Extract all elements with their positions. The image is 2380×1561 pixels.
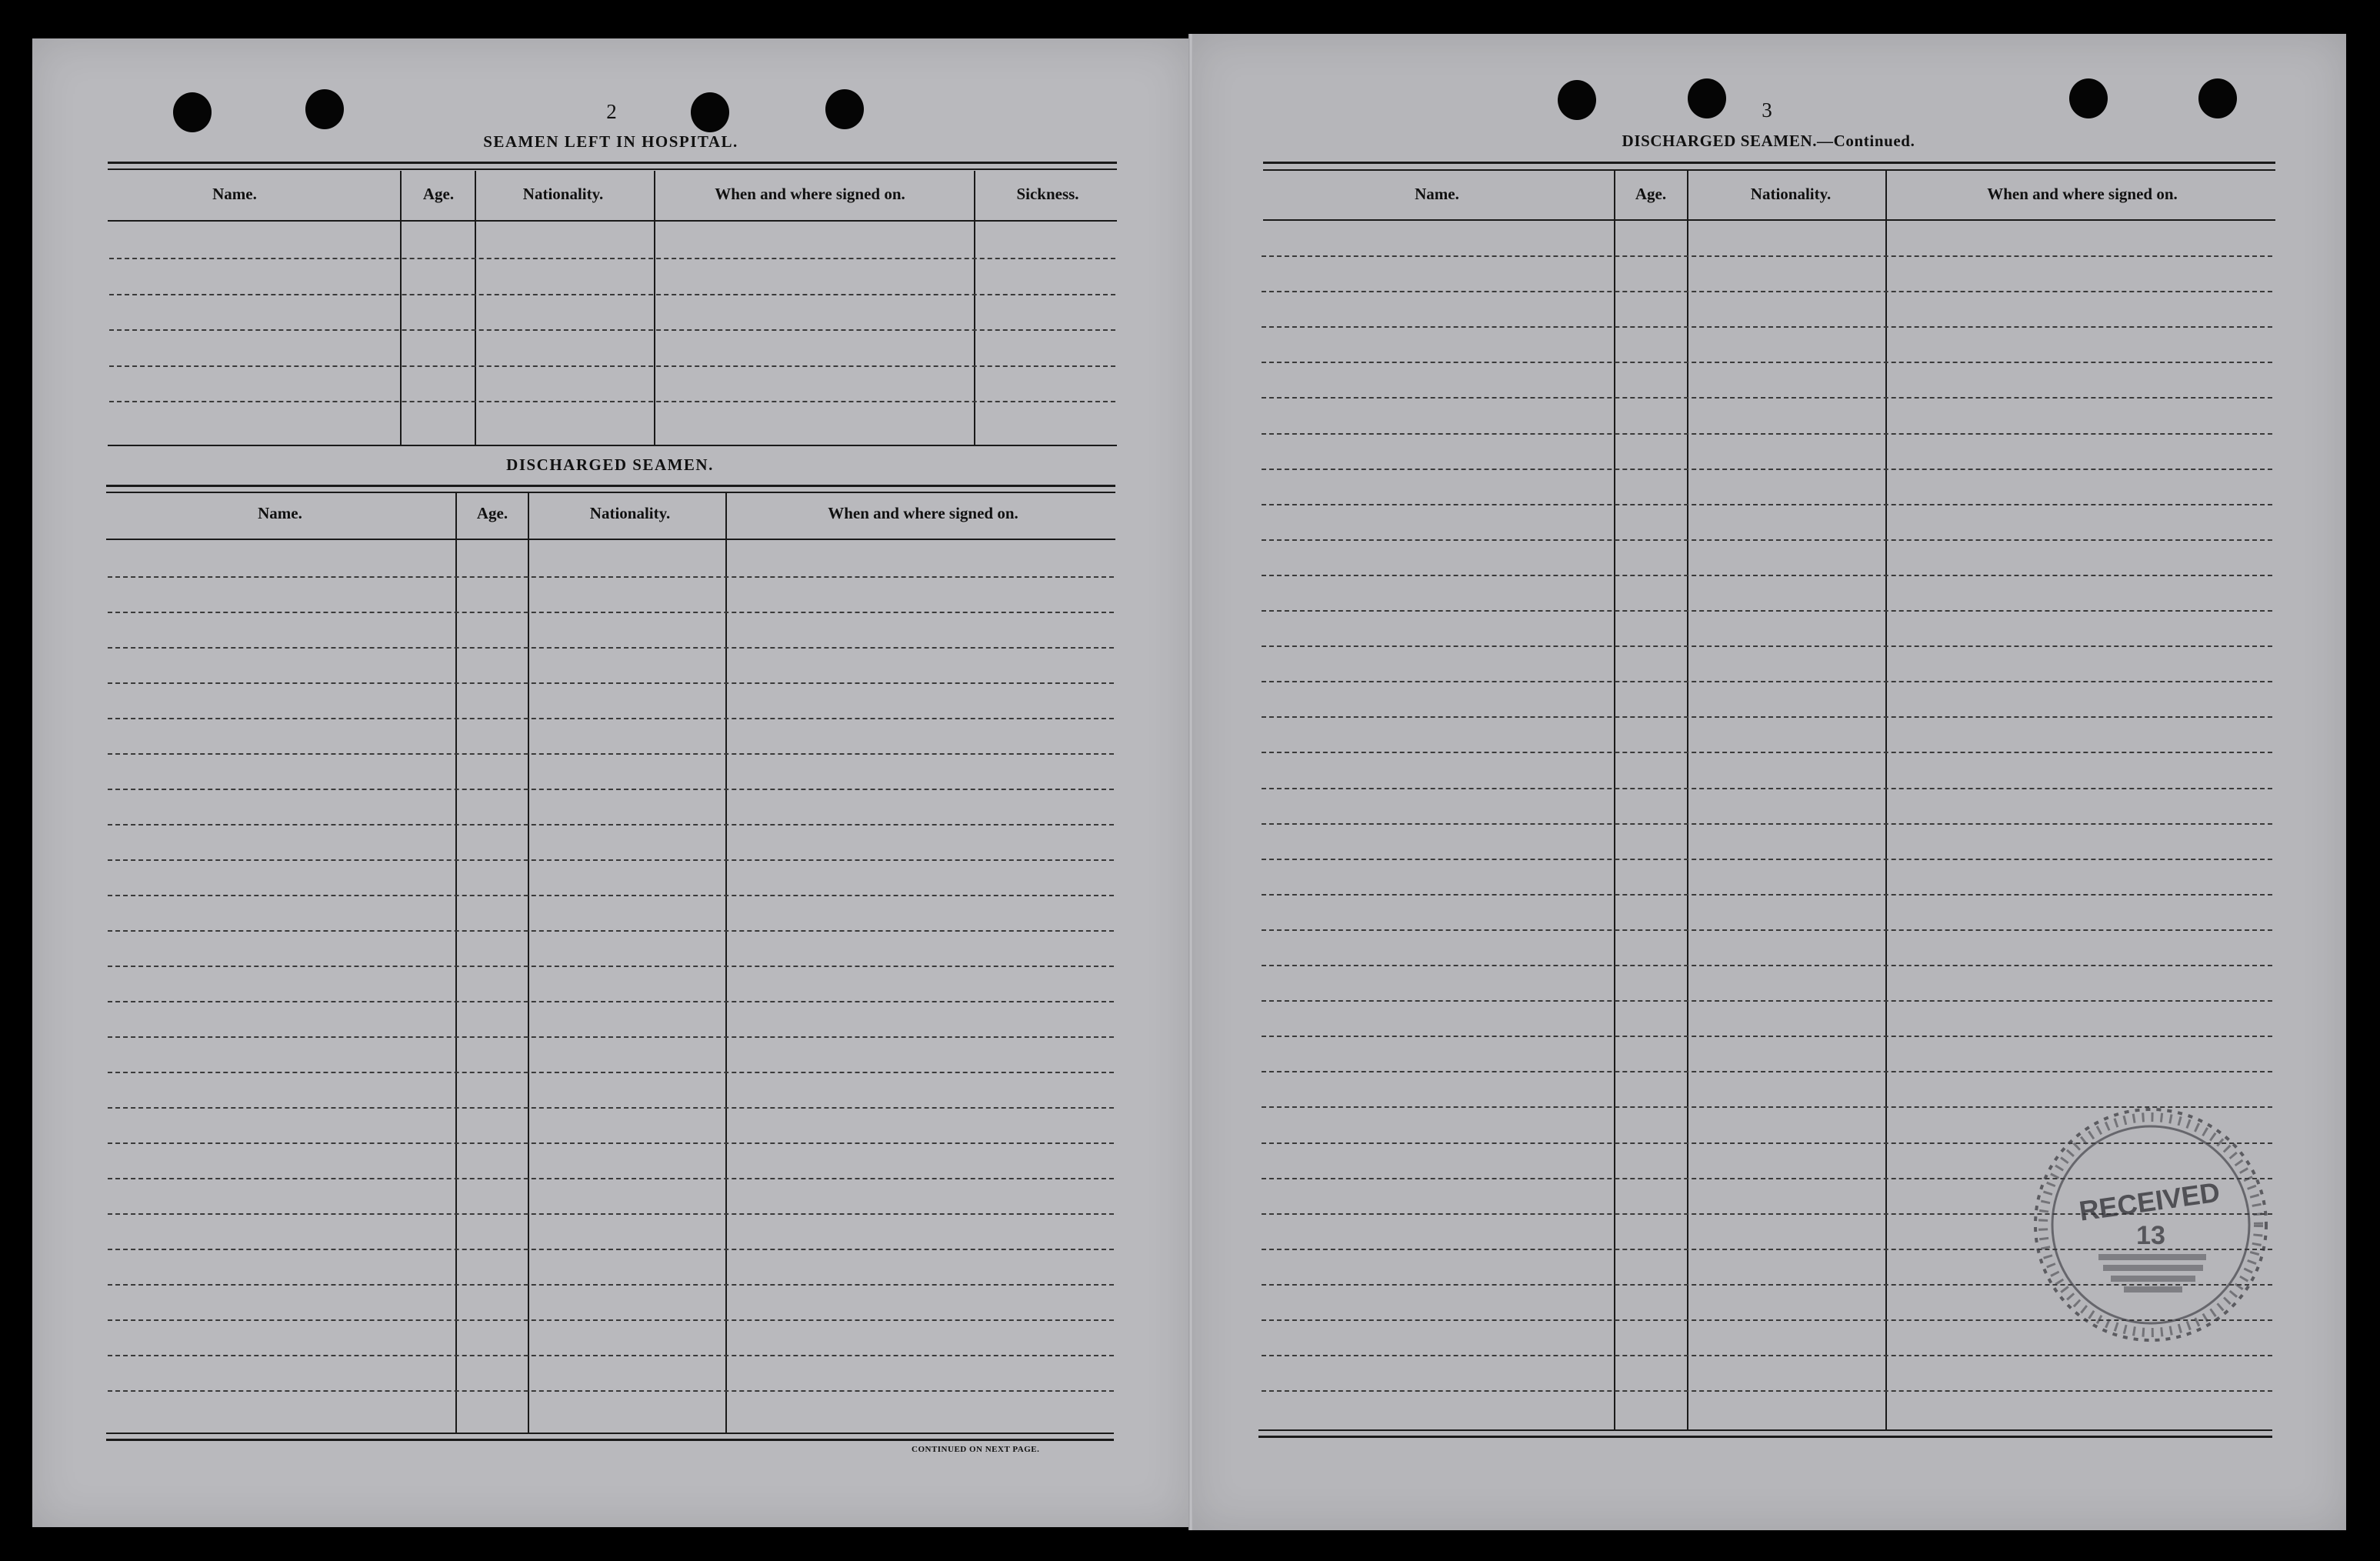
ruled-line	[108, 1001, 1114, 1002]
hospital-divider	[475, 171, 476, 445]
ruled-line	[109, 258, 1115, 259]
ruled-line	[108, 1178, 1114, 1179]
ruled-line	[108, 930, 1114, 932]
ruled-line	[1262, 575, 2272, 576]
ruled-line	[108, 1036, 1114, 1038]
hospital-col-signed-on: When and where signed on.	[715, 185, 905, 203]
discharged-section-title-right: DISCHARGED SEAMEN.—Continued.	[1622, 132, 1915, 150]
hospital-divider	[654, 171, 655, 445]
discharged-left-col-age: Age.	[476, 504, 508, 522]
discharged-right-divider	[1614, 171, 1615, 1431]
punch-hole	[691, 92, 729, 132]
discharged-right-col-signed-on: When and where signed on.	[1987, 185, 2178, 203]
ruled-line	[1262, 965, 2272, 966]
ruled-line	[108, 1142, 1114, 1144]
hospital-top-rule	[108, 162, 1117, 164]
ruled-line	[1262, 504, 2272, 505]
ruled-line	[1262, 823, 2272, 825]
ruled-line	[108, 895, 1114, 896]
ruled-line	[1262, 255, 2272, 257]
ruled-line	[109, 401, 1115, 402]
discharged-left-col-nationality: Nationality.	[589, 504, 671, 522]
ruled-line	[109, 294, 1115, 295]
ruled-line	[108, 966, 1114, 967]
discharged-right-col-nationality: Nationality.	[1750, 185, 1832, 203]
stamp-word: RECEIVED	[2077, 1176, 2222, 1227]
ruled-line	[109, 365, 1115, 367]
ruled-line	[1262, 539, 2272, 541]
ruled-line	[1262, 894, 2272, 896]
left-page	[32, 38, 1190, 1527]
ruled-line	[1262, 362, 2272, 363]
ruled-line	[109, 329, 1115, 331]
ruled-line	[1262, 859, 2272, 860]
discharged-right-divider	[1885, 171, 1887, 1431]
ruled-line	[108, 718, 1114, 719]
ruled-line	[1262, 397, 2272, 399]
ruled-line	[1262, 433, 2272, 435]
page-number-left: 2	[606, 100, 617, 123]
ruled-line	[108, 1249, 1114, 1250]
discharged-bottom-rule-left-2	[106, 1439, 1114, 1441]
punch-hole	[825, 89, 864, 129]
ruled-line	[1262, 716, 2272, 718]
ruled-line	[108, 647, 1114, 649]
ruled-line	[1262, 645, 2272, 647]
ruled-line	[108, 1284, 1114, 1286]
discharged-bottom-rule-right-2	[1258, 1436, 2272, 1438]
punch-hole	[2198, 78, 2237, 118]
ruled-line	[1262, 326, 2272, 328]
ruled-line	[108, 576, 1114, 578]
ruled-line	[108, 1319, 1114, 1321]
hospital-divider	[974, 171, 975, 445]
discharged-header-rule-left	[106, 539, 1115, 540]
ruled-line	[1262, 1071, 2272, 1072]
ruled-line	[108, 753, 1114, 755]
punch-hole	[173, 92, 212, 132]
ruled-line	[1262, 681, 2272, 682]
ruled-line	[108, 859, 1114, 861]
discharged-top-rule-right-2	[1263, 169, 2275, 171]
ruled-line	[1262, 1000, 2272, 1002]
ruled-line	[1262, 788, 2272, 789]
received-stamp	[2028, 1102, 2274, 1348]
hospital-section-title: SEAMEN LEFT IN HOSPITAL.	[483, 132, 738, 151]
discharged-left-divider	[455, 492, 457, 1433]
ruled-line	[1262, 469, 2272, 470]
punch-hole	[1688, 78, 1726, 118]
hospital-col-name: Name.	[212, 185, 257, 203]
hospital-col-sickness: Sickness.	[1016, 185, 1079, 203]
discharged-bottom-rule-left	[106, 1433, 1114, 1434]
discharged-left-divider	[528, 492, 529, 1433]
discharged-section-title-left: DISCHARGED SEAMEN.	[506, 455, 714, 474]
hospital-col-age: Age.	[422, 185, 455, 203]
hospital-header-rule	[108, 220, 1117, 222]
ruled-line	[1262, 752, 2272, 753]
ruled-line	[108, 1072, 1114, 1073]
ruled-line	[1262, 291, 2272, 292]
ruled-line	[108, 612, 1114, 613]
ruled-line	[108, 1390, 1114, 1392]
continued-footnote: CONTINUED ON NEXT PAGE.	[912, 1445, 1040, 1454]
discharged-left-divider	[725, 492, 727, 1433]
page-gutter	[1188, 34, 1193, 1530]
discharged-header-rule-right	[1263, 219, 2275, 221]
hospital-divider	[400, 171, 402, 445]
discharged-left-col-signed-on: When and where signed on.	[828, 504, 1018, 522]
ruled-line	[108, 1107, 1114, 1109]
discharged-bottom-rule-right	[1258, 1429, 2272, 1431]
ruled-line	[1262, 1390, 2272, 1392]
punch-hole	[2069, 78, 2108, 118]
ruled-line	[108, 824, 1114, 826]
discharged-right-col-name: Name.	[1415, 185, 1459, 203]
discharged-left-col-name: Name.	[258, 504, 302, 522]
ruled-line	[108, 1355, 1114, 1356]
hospital-top-rule-2	[108, 168, 1117, 170]
punch-hole	[1558, 80, 1596, 120]
ruled-line	[1262, 1036, 2272, 1037]
ruled-line	[108, 789, 1114, 790]
discharged-right-col-age: Age.	[1635, 185, 1667, 203]
ruled-line	[1262, 1355, 2272, 1356]
ruled-line	[1262, 610, 2272, 612]
discharged-top-rule-right	[1263, 162, 2275, 164]
ruled-line	[1262, 929, 2272, 931]
hospital-bottom-rule	[108, 445, 1117, 446]
ruled-line	[108, 1213, 1114, 1215]
discharged-right-divider	[1687, 171, 1688, 1431]
discharged-top-rule-left	[106, 485, 1115, 487]
punch-hole	[305, 89, 344, 129]
discharged-top-rule-left-2	[106, 492, 1115, 493]
page-number-right: 3	[1762, 98, 1772, 122]
stamp-day: 13	[2136, 1221, 2165, 1250]
hospital-col-nationality: Nationality.	[522, 185, 604, 203]
ruled-line	[108, 682, 1114, 684]
